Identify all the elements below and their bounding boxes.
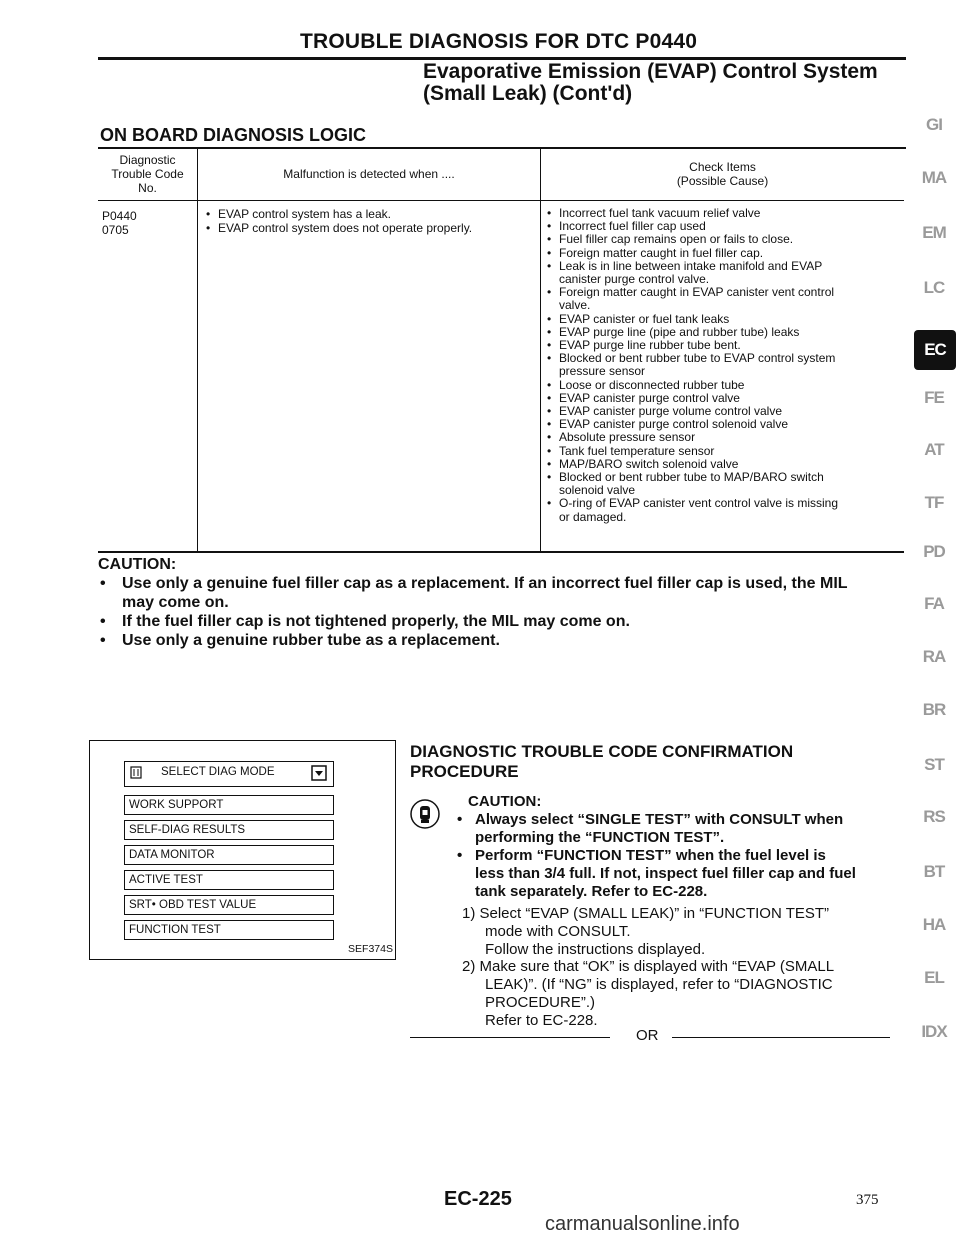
caution-item	[98, 612, 908, 631]
tab-fe[interactable]: FE	[924, 388, 944, 407]
col-header-dtc-line: Diagnostic	[119, 153, 176, 167]
tab-bt[interactable]: BT	[923, 862, 945, 881]
step-text: mode with CONSULT.	[485, 923, 631, 940]
cause-text: • Tank fuel temperature sensor	[559, 443, 715, 458]
list-item	[547, 445, 904, 458]
procedure-step-1	[462, 905, 922, 959]
cause-text: • EVAP canister purge control valve	[559, 390, 740, 405]
table-header-row	[98, 148, 904, 201]
tab-ha[interactable]: HA	[922, 915, 946, 934]
dtc-code: P0440	[102, 209, 137, 223]
consult-item-work-support[interactable]	[124, 795, 334, 815]
step-text: 2) Make sure that “OK” is displayed with “EVAP (SMALL	[462, 958, 835, 975]
cause-text: • Incorrect fuel tank vacuum relief valve	[559, 206, 761, 220]
dtc-table	[98, 148, 904, 552]
cause-text: solenoid valve	[559, 483, 636, 498]
cause-text: • Fuel filler cap remains open or fails to close.	[559, 232, 794, 247]
causes-cell	[541, 201, 905, 553]
tab-fa[interactable]: FA	[924, 594, 944, 613]
list-item	[547, 286, 904, 312]
or-rule-left	[410, 1037, 610, 1038]
table-row	[98, 201, 904, 553]
consult-item-label: DATA MONITOR	[129, 849, 215, 861]
consult-power-icon	[129, 766, 143, 780]
dtc-code-cell	[98, 201, 198, 553]
caution-stop-icon	[410, 795, 440, 833]
caution-item	[98, 631, 908, 650]
cause-text: • Blocked or bent rubber tube to MAP/BARO switch	[559, 470, 824, 485]
procedure-caution-text: performing the “FUNCTION TEST”.	[475, 829, 725, 846]
consult-screen-figure	[89, 740, 396, 960]
caution-text: • If the fuel filler cap is not tightened properly, the MIL may come on.	[122, 613, 630, 630]
page-code: EC-225	[444, 1188, 512, 1210]
consult-item-label: SRT• OBD TEST VALUE	[129, 899, 257, 911]
tab-lc[interactable]: LC	[923, 278, 945, 297]
tab-pd[interactable]: PD	[923, 542, 945, 561]
list-item	[547, 352, 904, 378]
page-number: 375	[856, 1192, 879, 1208]
cause-text: • EVAP canister purge control solenoid valve	[559, 417, 789, 432]
cause-text: • Loose or disconnected rubber tube	[559, 377, 745, 392]
list-item	[206, 221, 540, 235]
cause-text: • EVAP canister purge volume control valve	[559, 404, 783, 419]
procedure-title-line: PROCEDURE	[410, 762, 519, 781]
procedure-caution-text: tank separately. Refer to EC-228.	[475, 883, 708, 900]
consult-item-label: WORK SUPPORT	[129, 799, 224, 811]
malfunction-cell	[198, 201, 541, 553]
list-item	[206, 207, 540, 221]
cause-text: • Blocked or bent rubber tube to EVAP control system	[559, 351, 836, 366]
tab-ec[interactable]: EC	[914, 330, 956, 370]
list-item	[547, 431, 904, 444]
consult-item-label: SELF-DIAG RESULTS	[129, 824, 246, 836]
procedure-step-2	[462, 958, 922, 1030]
table-bottom-rule	[98, 551, 904, 553]
consult-item-label: FUNCTION TEST	[129, 924, 221, 936]
cause-text: or damaged.	[559, 509, 627, 524]
tab-br[interactable]: BR	[922, 700, 946, 719]
dtc-code: 0705	[102, 223, 129, 237]
cause-text: • EVAP canister or fuel tank leaks	[559, 311, 730, 326]
list-item	[547, 233, 904, 246]
scroll-down-icon[interactable]	[311, 765, 327, 781]
step-text: PROCEDURE”.)	[485, 994, 596, 1011]
consult-item-active-test[interactable]	[124, 870, 334, 890]
list-item	[547, 260, 904, 286]
cause-text: canister purge control valve.	[559, 272, 710, 287]
cause-text: valve.	[559, 298, 591, 313]
tab-ra[interactable]: RA	[922, 647, 946, 666]
procedure-caution-item	[455, 811, 915, 847]
bullet: •	[457, 811, 463, 828]
col-header-check-items	[541, 148, 905, 201]
col-header-dtc-line: No.	[138, 181, 157, 195]
caution-text: • Use only a genuine rubber tube as a replacement.	[122, 632, 500, 649]
procedure-title	[410, 742, 793, 782]
consult-item-data-monitor[interactable]	[124, 845, 334, 865]
caution-text: may come on.	[122, 594, 229, 611]
tab-ma[interactable]: MA	[921, 168, 947, 187]
caution-text: • Use only a genuine fuel filler cap as a replacement. If an incorrect fuel filler cap is used, the MIL	[122, 575, 848, 592]
cause-text: • Incorrect fuel filler cap used	[559, 219, 706, 234]
col-header-malfunction: Malfunction is detected when ....	[198, 148, 541, 201]
list-item	[547, 471, 904, 497]
cause-text: • Foreign matter caught in EVAP canister vent control	[559, 285, 835, 300]
step-text: LEAK)”. (If “NG” is displayed, refer to “DIAGNOSTIC	[485, 976, 833, 993]
cause-text: • EVAP purge line (pipe and rubber tube) leaks	[559, 324, 800, 339]
or-rule-right	[672, 1037, 890, 1038]
cause-text: • Absolute pressure sensor	[559, 430, 696, 445]
tab-rs[interactable]: RS	[923, 807, 945, 826]
consult-menu-header	[124, 761, 334, 787]
page-subtitle-line2: (Small Leak) (Cont'd)	[423, 82, 633, 105]
consult-item-function-test[interactable]	[124, 920, 334, 940]
tab-em[interactable]: EM	[922, 223, 946, 242]
page-title: TROUBLE DIAGNOSIS FOR DTC P0440	[300, 30, 698, 53]
col-header-check-line: Check Items	[689, 160, 756, 174]
step-text: Refer to EC-228.	[485, 1012, 598, 1029]
list-item	[547, 313, 904, 326]
tab-idx[interactable]: IDX	[921, 1022, 947, 1041]
cause-text: • Leak is in line between intake manifold and EVAP	[559, 258, 823, 273]
tab-at[interactable]: AT	[924, 440, 944, 459]
section-title: ON BOARD DIAGNOSIS LOGIC	[100, 125, 367, 145]
watermark: carmanualsonline.info	[545, 1213, 740, 1235]
consult-item-srt-obd-test-value[interactable]	[124, 895, 334, 915]
procedure-caution-label: CAUTION:	[468, 793, 542, 810]
step-text: 1) Select “EVAP (SMALL LEAK)” in “FUNCTION TEST”	[462, 905, 830, 922]
tab-el[interactable]: EL	[924, 968, 944, 987]
consult-item-label: ACTIVE TEST	[129, 874, 203, 886]
caution-block	[98, 555, 908, 650]
malfunction-text: • EVAP control system has a leak.	[218, 207, 391, 221]
col-header-check-line: (Possible Cause)	[676, 174, 769, 188]
caution-label: CAUTION:	[98, 556, 177, 573]
caution-item	[98, 574, 908, 612]
malfunction-text: • EVAP control system does not operate properly.	[218, 221, 473, 235]
page-subtitle-line1: Evaporative Emission (EVAP) Control System	[423, 60, 878, 83]
list-item	[547, 497, 904, 523]
bullet: •	[457, 847, 463, 864]
procedure-caution-text: less than 3/4 full. If not, inspect fuel filler cap and fuel	[475, 865, 856, 882]
consult-item-self-diag-results[interactable]	[124, 820, 334, 840]
procedure-caution-text: Always select “SINGLE TEST” with CONSULT when	[475, 811, 844, 828]
cause-text: • Foreign matter caught in fuel filler cap.	[559, 245, 764, 260]
cause-text: • O-ring of EVAP canister vent control valve is missing	[559, 496, 838, 511]
col-header-dtc-line: Trouble Code	[111, 167, 184, 181]
cause-text: • MAP/BARO switch solenoid valve	[559, 456, 739, 471]
tab-st[interactable]: ST	[924, 755, 944, 774]
cause-text: • EVAP purge line rubber tube bent.	[559, 338, 741, 353]
or-label: OR	[636, 1027, 659, 1044]
step-text: Follow the instructions displayed.	[485, 941, 706, 958]
cause-text: pressure sensor	[559, 364, 646, 379]
procedure-caution-item	[455, 847, 915, 901]
procedure-caution-text: Perform “FUNCTION TEST” when the fuel level is	[475, 847, 826, 864]
consult-menu-title: SELECT DIAG MODE	[161, 766, 275, 778]
procedure-title-line: DIAGNOSTIC TROUBLE CODE CONFIRMATION	[410, 742, 794, 761]
tab-gi[interactable]: GI	[926, 115, 942, 134]
tab-tf[interactable]: TF	[924, 493, 944, 512]
list-item	[547, 247, 904, 260]
list-item	[547, 379, 904, 392]
figure-id: SEF374S	[348, 943, 393, 955]
col-header-dtc	[98, 148, 198, 201]
